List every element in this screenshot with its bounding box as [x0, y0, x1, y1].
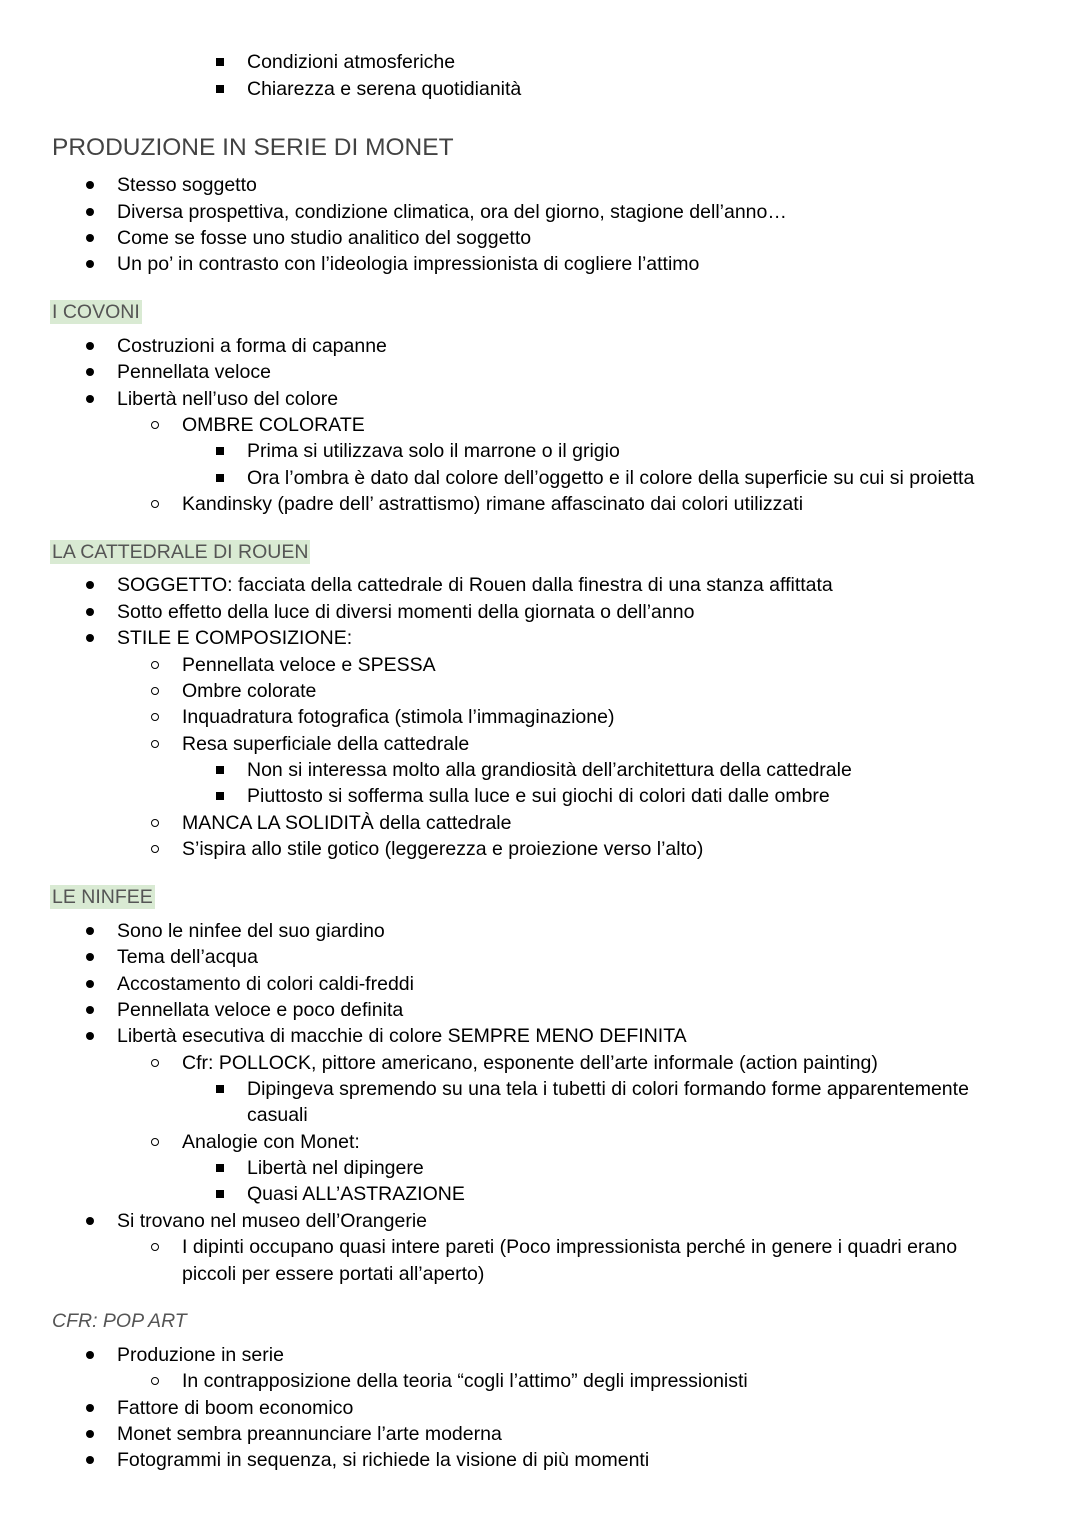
section-heading: PRODUZIONE IN SERIE DI MONET — [52, 134, 454, 161]
subsection-heading: LA CATTEDRALE DI ROUEN — [52, 541, 309, 563]
subsection-heading: I COVONI — [52, 301, 140, 323]
document-page: Condizioni atmosferiche Chiarezza e serena quotidianità PRODUZIONE IN SERIE DI MONET Stesso soggetto Diversa prospettiva, condizione climatica, ora del giorno, stagione dell’anno… Come se fosse uno studio analitico del soggetto Un po’ in contrasto con l’ideologia impressionista di cogliere l’attimo I COVONI Costruzioni a forma di capanne Pennellata veloce Libertà nell’uso del colore OMBRE COLORATE Prima si utilizzava solo il marrone o il grigio Ora l’ombra è dato dal colore dell’oggetto e il colore della superficie su cui si proietta Kandinsky (padre dell’ astrattismo) rimane affascinato dai colori utilizzati LA CATTEDRALE DI ROUEN SOGGETTO: facciata della cattedrale di Rouen dalla finestra di una stanza affittata Sotto effetto della luce di diversi momenti della giornata o dell’anno STILE E COMPOSIZIONE: Pennellata veloce e SPESSA Ombre colorate Inquadratura fotografica (stimola l’immaginazione) Resa superficiale della cattedrale Non si interessa molto alla grandiosità dell’architettura della cattedrale Piuttosto si sofferma sulla luce e sui giochi di colori dati dalle ombre MANCA LA SOLIDITÀ della cattedrale S’ispira allo stile gotico (leggerezza e proiezione verso l’alto) LE NINFEE Sono le ninfee del suo giardino Tema dell’acqua Accostamento di colori caldi-freddi Pennellata veloce e poco definita Libertà esecutiva di macchie di colore SEMPRE MENO DEFINITA Cfr: POLLOCK, pittore americano, esponente dell’arte informale (action painting) Dipingeva spremendo su una tela i tubetti di colori formando forme apparentemente casuali Analogie con Monet: Libertà nel dipingere Quasi ALL’ASTRAZIONE Si trovano nel museo dell’Orangerie I dipinti occupano quasi intere pareti (Poco impressionista perché in genere i quadri erano piccoli per essere portati all’aperto) CFR: POP ART Produzione in serie In contrapposizione della teoria “cogli l’attimo” degli impressionisti Fattore di boom economico Monet sembra preannunciare l’arte moderna Fotogrammi in sequenza, si richiede la visione di più momenti — [52, 51, 975, 1471]
subsection-heading: CFR: POP ART — [52, 1310, 187, 1332]
subsection-heading: LE NINFEE — [52, 886, 153, 908]
